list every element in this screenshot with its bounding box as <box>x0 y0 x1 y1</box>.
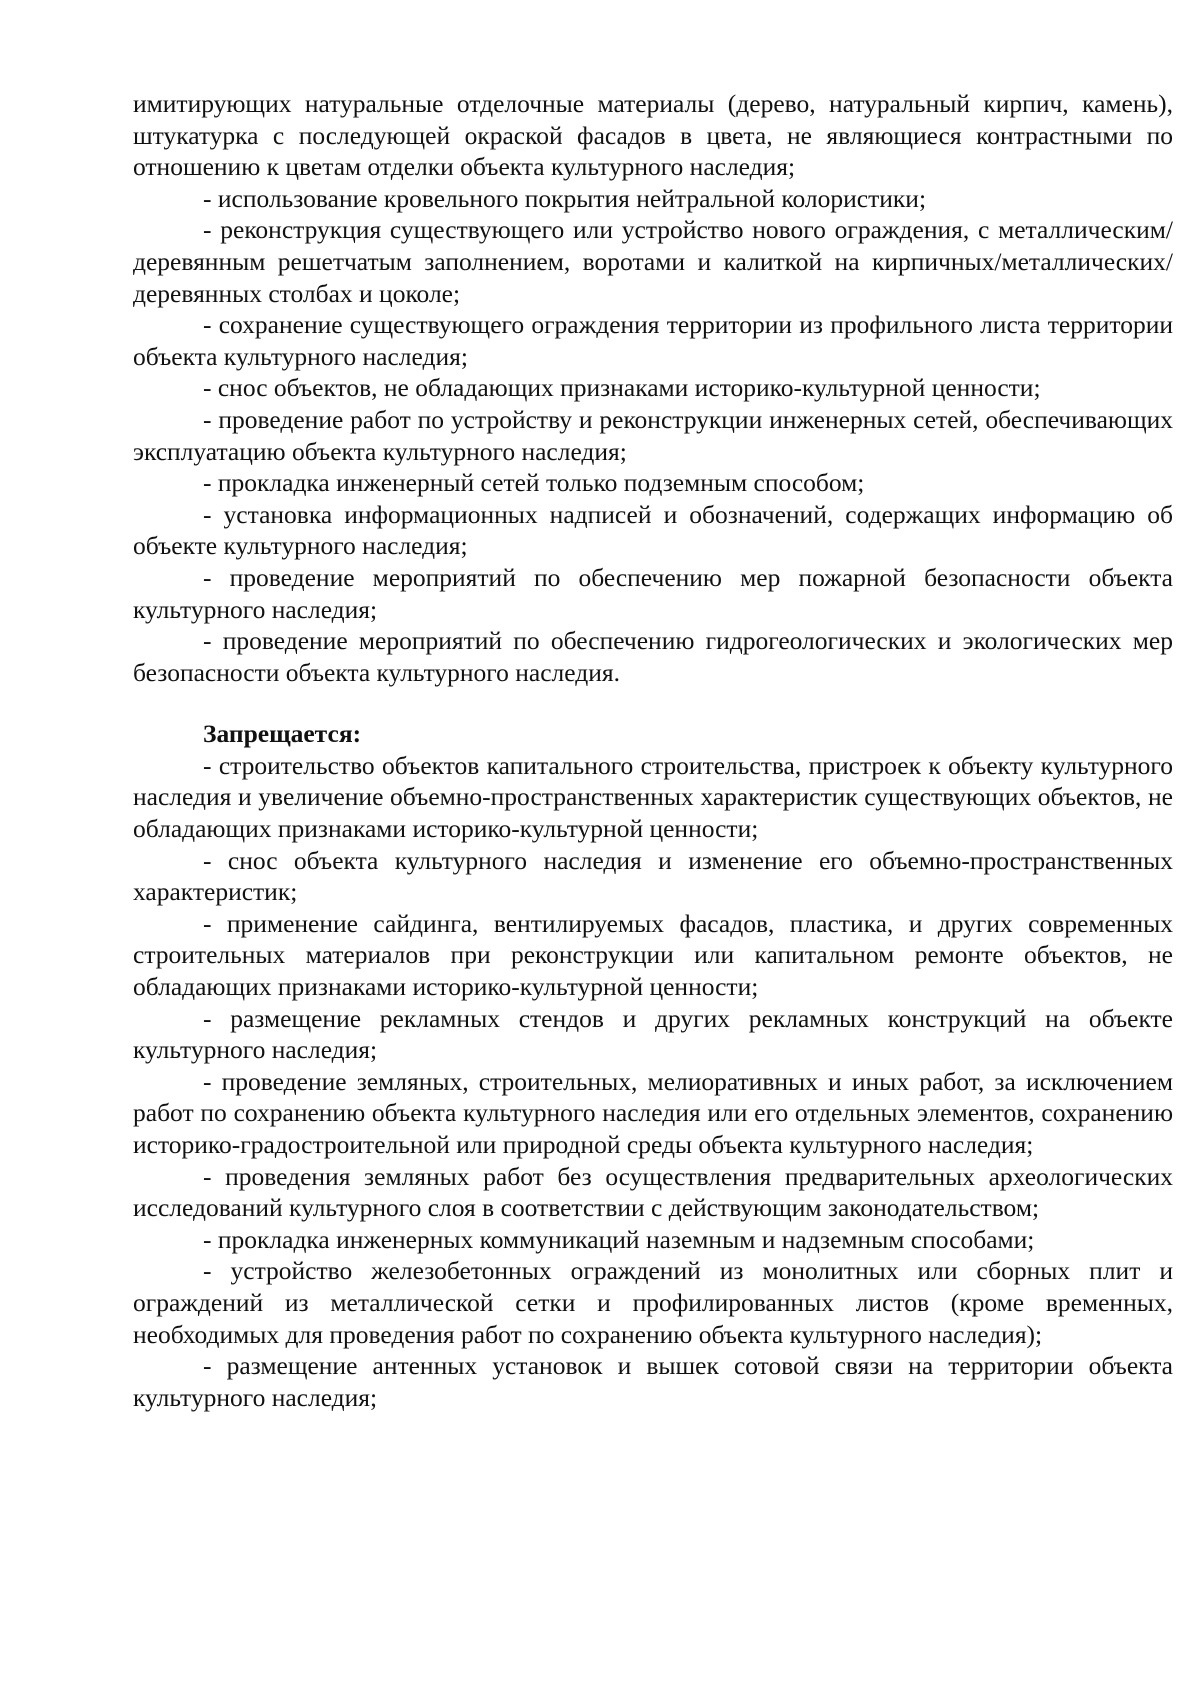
allowed-item: - проведение мероприятий по обеспечению гидрогеологических и экологических мер безопасности объекта культурного наследия. <box>133 626 1173 687</box>
prohibited-item: - размещение антенных установок и вышек сотовой связи на территории объекта культурного наследия; <box>133 1351 1173 1412</box>
allowed-item: - снос объектов, не обладающих признаками историко-культурной ценности; <box>203 373 1041 403</box>
allowed-item: - использование кровельного покрытия нейтральной колористики; <box>203 183 927 213</box>
intro-paragraph: имитирующих натуральные отделочные материалы (дерево, натуральный кирпич, камень), штукатурка с последующей окраской фасадов в цвета, не являющиеся контрастными по отношению к цветам отделки объекта культурного наследия; <box>133 89 1173 182</box>
prohibited-item: - проведения земляных работ без осуществления предварительных археологических исследований культурного слоя в соответствии с действующим законодательством; <box>133 1161 1173 1223</box>
allowed-item: - проведение мероприятий по обеспечению мер пожарной безопасности объекта культурного наследия; <box>133 562 1173 624</box>
prohibited-item: - снос объекта культурного наследия и изменение его объемно-пространственных характеристик; <box>133 845 1173 907</box>
prohibited-item: - строительство объектов капитального строительства, пристроек к объекту культурного наследия и увеличение объемно-пространственных характеристик существующих объектов, не обладающих признаками историко-культурной ценности; <box>133 750 1173 844</box>
allowed-item: - реконструкция существующего или устройство нового ограждения, с металлическим/деревянным решетчатым заполнением, воротами и калиткой на кирпичных/металлических/деревянных столбах и цоколе; <box>133 215 1173 308</box>
allowed-item: - сохранение существующего ограждения территории из профильного листа территории объекта культурного наследия; <box>133 310 1173 371</box>
prohibited-item: - размещение рекламных стендов и других рекламных конструкций на объекте культурного наследия; <box>133 1003 1173 1065</box>
prohibited-item: - прокладка инженерных коммуникаций наземным и надземным способами; <box>203 1224 1035 1254</box>
allowed-item: - прокладка инженерный сетей только подземным способом; <box>203 468 865 498</box>
prohibited-item: - устройство железобетонных ограждений из монолитных или сборных плит и ограждений из металлической сетки и профилированных листов (кроме временных, необходимых для проведения работ по сохранению объекта культурного наследия); <box>133 1256 1173 1349</box>
allowed-item: - проведение работ по устройству и реконструкции инженерных сетей, обеспечивающих эксплуатацию объекта культурного наследия; <box>133 404 1173 466</box>
prohibited-item: - проведение земляных, строительных, мелиоративных и иных работ, за исключением работ по сохранению объекта культурного наследия или его отдельных элементов, сохранению историко-градостроительной или природной среды объекта культурного наследия; <box>133 1066 1173 1159</box>
document-page <box>133 88 1173 1413</box>
prohibited-item: - применение сайдинга, вентилируемых фасадов, пластика, и других современных строительных материалов при реконструкции или капитальном ремонте объектов, не обладающих признаками историко-культурной ценности; <box>133 908 1173 1002</box>
prohibited-heading: Запрещается: <box>203 719 362 749</box>
allowed-item: - установка информационных надписей и обозначений, содержащих информацию об объекте культурного наследия; <box>133 499 1173 561</box>
